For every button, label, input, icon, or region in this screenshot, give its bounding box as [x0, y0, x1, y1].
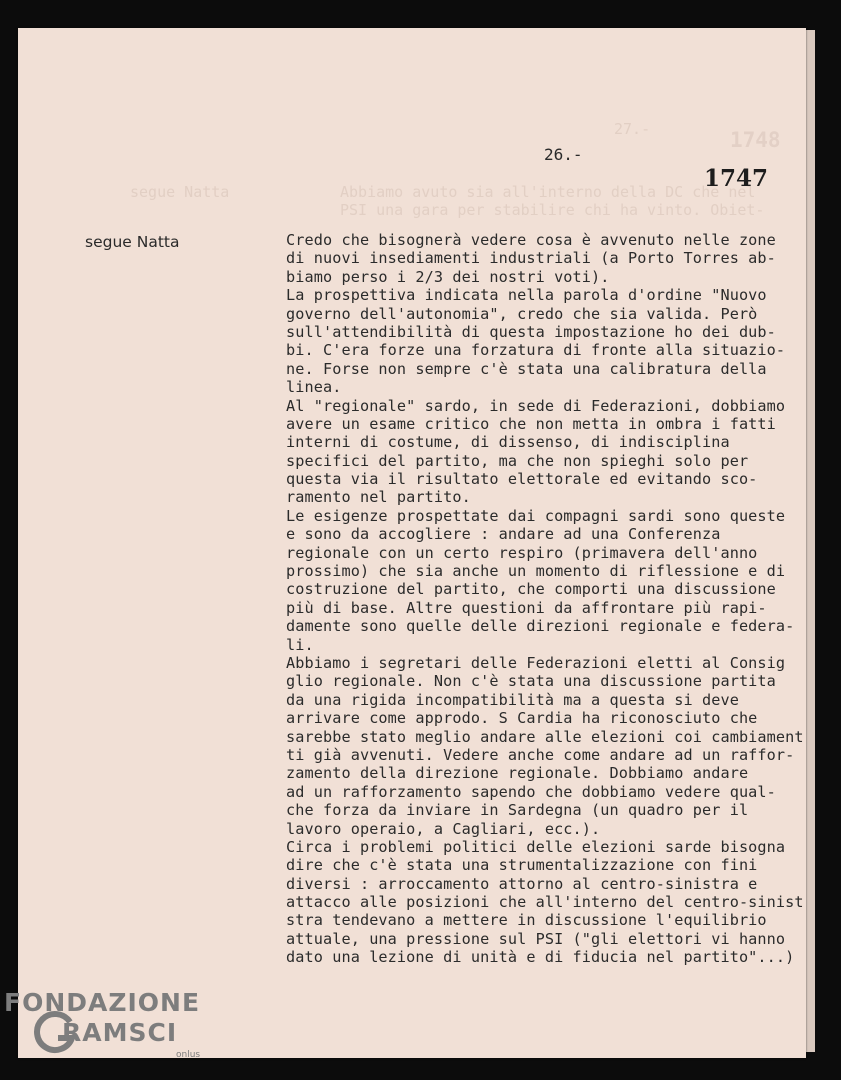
text-line: lavoro operaio, a Cagliari, ecc.). [286, 819, 601, 838]
text-line: governo dell'autonomia", credo che sia valida. Però [286, 304, 758, 323]
bleed-through: PSI una gara per stabilire chi ha vinto. Obiet- [340, 201, 765, 219]
bleed-through: 1748 [730, 128, 781, 152]
text-line: linea. [286, 378, 342, 397]
text-line: sull'attendibilità di questa impostazione ho dei dub- [286, 322, 776, 341]
speaker-label: segue Natta [85, 233, 180, 251]
text-line: di nuovi insediamenti industriali (a Porto Torres ab- [286, 249, 776, 268]
text-line: attuale, una pressione sul PSI ("gli elettori vi hanno [286, 929, 786, 948]
fondazione-gramsci-watermark [4, 988, 214, 1068]
bleed-through: segue Natta [130, 183, 230, 201]
text-line: che forza da inviare in Sardegna (un quadro per il [286, 801, 749, 820]
text-line: regionale con un certo respiro (primavera dell'anno [286, 543, 758, 562]
text-line: dato una lezione di unità e di fiducia nel partito"...) [286, 948, 795, 967]
archive-number: 1747 [704, 165, 769, 192]
text-line: ramento nel partito. [286, 488, 471, 507]
watermark-line2: RAMSCI [62, 1018, 178, 1047]
text-line: Le esigenze prospettate dai compagni sardi sono queste [286, 506, 786, 525]
watermark-line1: FONDAZIONE [4, 988, 201, 1017]
bleed-through: Abbiamo avuto sia all'interno della DC che nel [340, 183, 756, 201]
text-line: interni di costume, di dissenso, di indisciplina [286, 433, 730, 452]
text-line: damente sono quelle delle direzioni regionale e federa- [286, 617, 795, 636]
text-line: ti già avvenuti. Vedere anche come andare ad un raffor- [286, 745, 795, 764]
text-line: Abbiamo i segretari delle Federazioni eletti al Consig [286, 653, 786, 672]
text-line: arrivare come approdo. S Cardia ha riconosciuto che [286, 709, 758, 728]
text-line: diversi : arroccamento attorno al centro-sinistra e [286, 874, 758, 893]
text-line: Credo che bisognerà vedere cosa è avvenuto nelle zone [286, 231, 776, 249]
text-line: dire che c'è stata una strumentalizzazione con fini [286, 856, 758, 875]
text-line: avere un esame critico che non metta in ombra i fatti [286, 414, 776, 433]
text-line: da una rigida incompatibilità ma a questa si deve [286, 690, 739, 709]
transcript-body [286, 231, 816, 967]
text-line: bi. C'era forze una forzatura di fronte alla situazio- [286, 341, 786, 360]
page-number: 26.- [544, 145, 583, 164]
text-line: questa via il risultato elettorale ed evitando sco- [286, 470, 758, 489]
text-line: Circa i problemi politici delle elezioni sarde bisogna [286, 837, 786, 856]
text-line: stra tendevano a mettere in discussione l'equilibrio [286, 911, 767, 930]
text-line: zamento della direzione regionale. Dobbiamo andare [286, 764, 749, 783]
text-line: prossimo) che sia anche un momento di riflessione e di [286, 562, 786, 581]
text-line: ne. Forse non sempre c'è stata una calibratura della [286, 359, 767, 378]
bleed-through: 27.- [614, 120, 651, 138]
text-line: sarebbe stato meglio andare alle elezioni coi cambiament [286, 727, 804, 746]
text-line: e sono da accogliere : andare ad una Conferenza [286, 525, 721, 544]
text-line: ad un rafforzamento sapendo che dobbiamo vedere qual- [286, 782, 776, 801]
text-line: specifici del partito, ma che non spieghi solo per [286, 451, 749, 470]
text-line: Al "regionale" sardo, in sede di Federazioni, dobbiamo [286, 396, 786, 415]
text-line: La prospettiva indicata nella parola d'ordine "Nuovo [286, 286, 767, 305]
text-line: glio regionale. Non c'è stata una discussione partita [286, 672, 776, 691]
text-line: li. [286, 635, 314, 654]
text-line: attacco alle posizioni che all'interno del centro-sinist [286, 893, 804, 912]
text-line: costruzione del partito, che comporti una discussione [286, 580, 776, 599]
text-line: biamo perso i 2/3 dei nostri voti). [286, 267, 610, 286]
text-line: più di base. Altre questioni da affrontare più rapi- [286, 598, 767, 617]
watermark-suffix: onlus [176, 1050, 201, 1060]
